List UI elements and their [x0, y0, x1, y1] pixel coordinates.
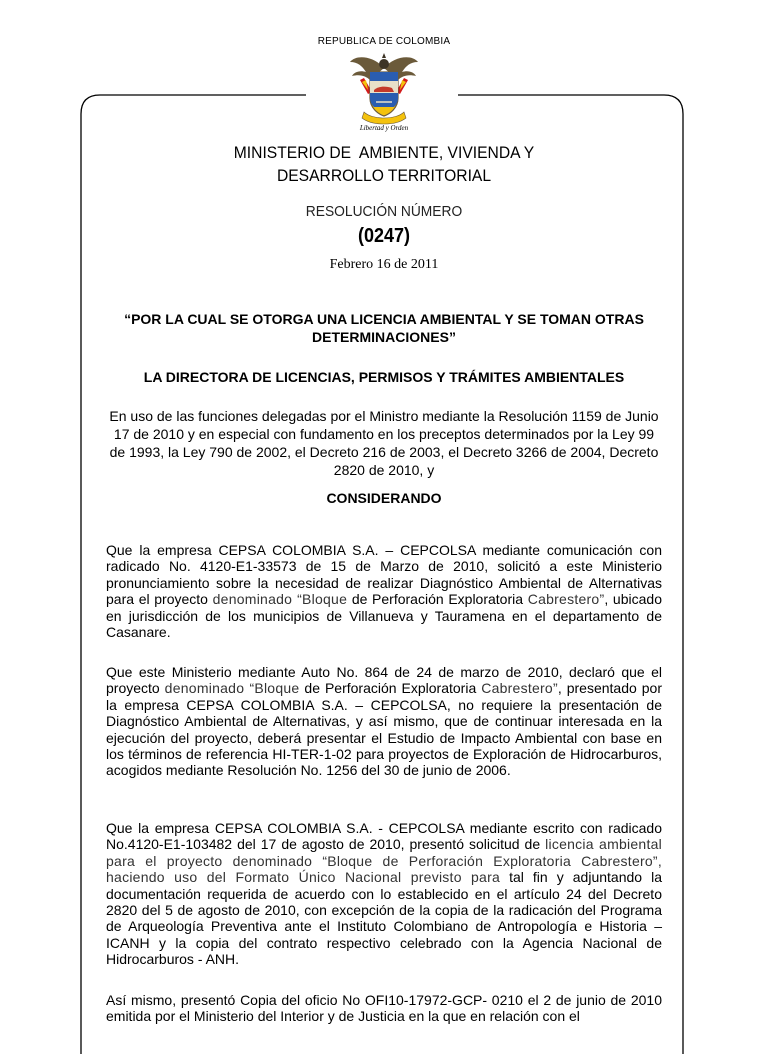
ministerio-line-1: MINISTERIO DE AMBIENTE, VIVIENDA Y	[233, 143, 535, 162]
paragraph-2-text-b: denominado “Bloque	[164, 680, 300, 697]
motto-text: Libertad y Orden	[359, 124, 409, 132]
considerando-heading: CONSIDERANDO	[326, 490, 442, 506]
paragraph-2-text-e: , presentado por la empresa CEPSA COLOMBIA S.A. – CEPCOLSA, no requiere la presentación de Diagnóstico Ambiental de Alternativas, y así mismo, que de continuar interesada en la ejecución del proyecto, deberá presentar el Estudio de Impacto Ambiental con base en los términos de referencia HI-TER-1-02 para proyectos de Exploración de Hidrocarburos, acogidos mediante Resolución No. 1256 del 30 de junio de 2006.	[106, 680, 662, 779]
republica-header: REPUBLICA DE COLOMBIA	[317, 36, 451, 47]
paragraph-2-text-c: de Perforación Exploratoria	[299, 680, 482, 697]
paragraph-1-text-a: Que la empresa CEPSA COLOMBIA S.A. – CEPCOLSA mediante comunicación con radicado No. 4120-E1-33573 de 15 de Marzo de 2010, solicitó a este Ministerio pronunciamiento sobre la necesidad de realizar Diagnóstico Ambiental de Alternativas para el proyecto	[106, 542, 662, 608]
intro-paragraph: En uso de las funciones delegadas por el Ministro mediante la Resolución 1159 de Junio 17 de 2010 y en especial con fundamento en los preceptos determinados por la Ley 99 de 1993, la Ley 790 de 2002, el Decreto 216 de 2003, el Decreto 3266 de 2004, Decreto 2820 de 2010, y	[109, 408, 659, 478]
resolucion-numero: (0247)	[357, 225, 411, 247]
paragraph-1-text-c: de Perforación Exploratoria	[347, 591, 528, 608]
paragraph-3	[106, 820, 662, 968]
ministerio-line-2: DESARROLLO TERRITORIAL	[276, 166, 492, 185]
paragraph-3-text-a: Que la empresa CEPSA COLOMBIA S.A. - CEPCOLSA mediante escrito con radicado No.4120-E1-103482 del 17 de agosto de 2010, presentó solicitud de	[106, 820, 662, 853]
paragraph-1-text-b: denominado “Bloque	[212, 591, 348, 608]
resolucion-fecha: Febrero 16 de 2011	[329, 257, 439, 272]
resolucion-label: RESOLUCIÓN NÚMERO	[305, 203, 463, 220]
paragraph-3-text-c: tal fin y adjuntando la documentación requerida de acuerdo con lo establecido en el artículo 24 del Decreto 2820 del 5 de agosto de 2010, con excepción de la copia de la radicación del Programa de Arqueología Preventiva ante el Instituto Colombiano de Antropología e Historia – ICANH y la copia del contrato respectivo celebrado con la Agencia Nacional de Hidrocarburos - ANH.	[106, 869, 662, 968]
paragraph-2-text-d: Cabrestero”	[481, 680, 558, 697]
paragraph-3-text-b: licencia ambiental para el proyecto denominado “Bloque de Perforación Exploratoria Cabrestero”, haciendo uso del Formato Único Nacional previsto para	[106, 836, 662, 886]
paragraph-2-text-a: Que este Ministerio mediante Auto No. 864 de 24 de marzo de 2010, declaró que el proyecto	[106, 664, 662, 697]
paragraph-4-text-a: Así mismo, presentó Copia del oficio No OFI10-17972-GCP- 0210 el 2 de junio de 2010 emitida por el Ministerio del Interior y de Justicia en la que en relación con el	[106, 992, 662, 1025]
paragraph-2	[106, 664, 662, 779]
issuer-heading: LA DIRECTORA DE LICENCIAS, PERMISOS Y TRÁMITES AMBIENTALES	[143, 369, 625, 385]
paragraph-1-text-e: , ubicado en jurisdicción de los municipios de Villanueva y Tauramena en el departamento de Casanare.	[106, 591, 662, 641]
paragraph-4	[106, 992, 662, 1025]
paragraph-1-text-d: Cabrestero”	[527, 591, 605, 608]
paragraph-1	[106, 542, 662, 640]
resolution-subject: “POR LA CUAL SE OTORGA UNA LICENCIA AMBIENTAL Y SE TOMAN OTRAS DETERMINACIONES”	[124, 311, 644, 345]
ministerio-title	[31, 141, 738, 187]
